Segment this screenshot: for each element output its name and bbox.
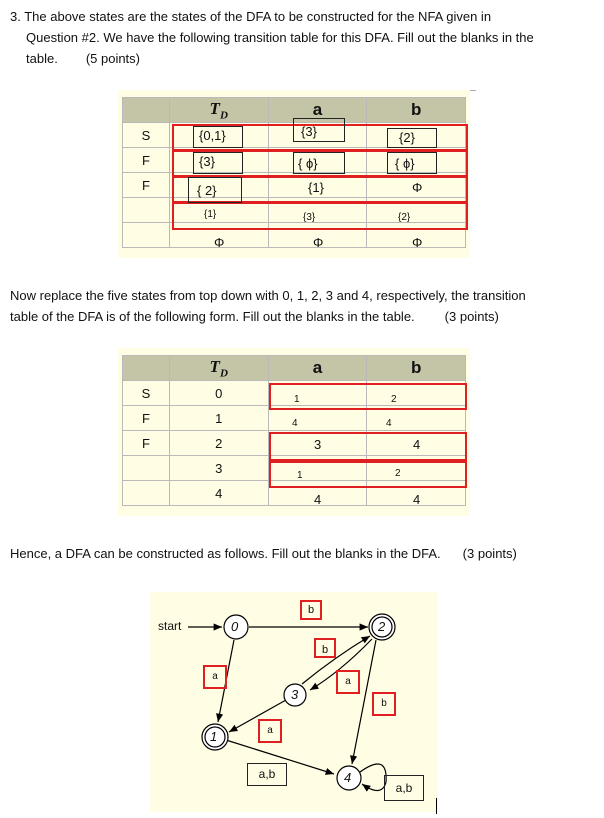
- t1-row: F: [123, 148, 466, 173]
- t1-r2-a: { ϕ}: [298, 156, 318, 171]
- question-3b-text: [10, 285, 590, 327]
- start-label: start: [158, 619, 182, 633]
- answer-box-row4: [172, 202, 468, 230]
- t2-r1-a: 1: [294, 394, 300, 405]
- t1-r1-a: {3}: [301, 124, 317, 139]
- t2-header-a: a: [268, 356, 367, 381]
- label-box-b-top[interactable]: b: [300, 600, 322, 620]
- t2-row: S 0: [123, 381, 466, 406]
- t1-r1-b: {2}: [399, 130, 415, 145]
- state-label-0: 0: [231, 619, 239, 634]
- t1-r5-b: Φ: [412, 235, 423, 250]
- t1-r2-td: {3}: [199, 154, 215, 169]
- t1-header-td: $T_D$: [169, 98, 268, 123]
- t2-r3-a: 3: [314, 437, 322, 452]
- t1-r4-td: {1}: [204, 209, 217, 220]
- t2-header-td: $T_D$: [169, 356, 268, 381]
- t1-header-b: b: [367, 98, 466, 123]
- label-box-b-2-4[interactable]: b: [372, 692, 396, 716]
- state-label-2: 2: [378, 619, 386, 634]
- q3b-points: (3 points): [444, 309, 499, 324]
- t1-row: S: [123, 123, 466, 148]
- q3c-line: Hence, a DFA can be constructed as follows. Fill out the blanks in the DFA.: [10, 546, 441, 561]
- q3-line1: 3. The above states are the states of the DFA to be constructed for the NFA given in: [10, 9, 492, 24]
- t2-r4-a: 1: [297, 470, 303, 481]
- q3-points: (5 points): [85, 51, 141, 66]
- question-3-text: [10, 6, 590, 69]
- t1-r3-b: Φ: [412, 180, 423, 195]
- dfa-diagram: [150, 592, 438, 812]
- label-box-ab-1-4[interactable]: a,b: [247, 763, 287, 786]
- t2-row: F 2: [123, 431, 466, 456]
- t2-r4-b: 2: [395, 468, 401, 479]
- t1-header-a: a: [268, 98, 367, 123]
- t1-r4-a: {3}: [303, 212, 316, 223]
- t2-row: 4: [123, 481, 466, 506]
- q3b-line1: Now replace the five states from top down with 0, 1, 2, 3 and 4, respectively, the transition: [10, 288, 526, 303]
- t2-r1-b: 2: [391, 394, 397, 405]
- q3b-line2: table of the DFA is of the following form. Fill out the blanks in the table.: [10, 309, 415, 324]
- label-box-a-3-1[interactable]: a: [258, 719, 282, 743]
- state-label-1: 1: [210, 729, 218, 744]
- question-3c-text: [10, 543, 590, 564]
- t2-r5-a: 4: [314, 492, 322, 507]
- text-cursor: [436, 798, 437, 814]
- t1-row: F: [123, 173, 466, 198]
- label-box-b-mid[interactable]: b: [314, 638, 336, 658]
- t1-r3-a: {1}: [308, 180, 324, 195]
- t2-r2-a: 4: [292, 418, 298, 429]
- label-box-ab-loop[interactable]: a,b: [384, 775, 424, 801]
- t1-r5-a: Φ: [313, 235, 324, 250]
- answer-box-t2-row3: [269, 432, 467, 461]
- t1-r5-td: Φ: [214, 235, 225, 250]
- label-box-a-0-1[interactable]: a: [203, 665, 227, 689]
- state-label-4: 4: [344, 770, 352, 785]
- q3-line2: Question #2. We have the following transition table for this DFA. Fill out the blanks in the: [26, 30, 534, 45]
- t2-r3-b: 4: [413, 437, 421, 452]
- t2-header-b: b: [367, 356, 466, 381]
- q3-line3: table.: [26, 51, 58, 66]
- edge-4-loop: [360, 764, 386, 791]
- t2-r2-b: 4: [386, 418, 392, 429]
- state-label-3: 3: [291, 687, 299, 702]
- t2-row: 3: [123, 456, 466, 481]
- t1-r2-b: { ϕ}: [395, 156, 415, 171]
- t1-r4-b: {2}: [398, 212, 411, 223]
- t2-row: F 1: [123, 406, 466, 431]
- t1-r1-td: {0,1}: [199, 128, 226, 143]
- t2-r5-b: 4: [413, 492, 421, 507]
- t1-r3-td: { 2}: [197, 183, 217, 198]
- label-box-a-3-2[interactable]: a: [336, 670, 360, 694]
- q3c-points: (3 points): [462, 546, 517, 561]
